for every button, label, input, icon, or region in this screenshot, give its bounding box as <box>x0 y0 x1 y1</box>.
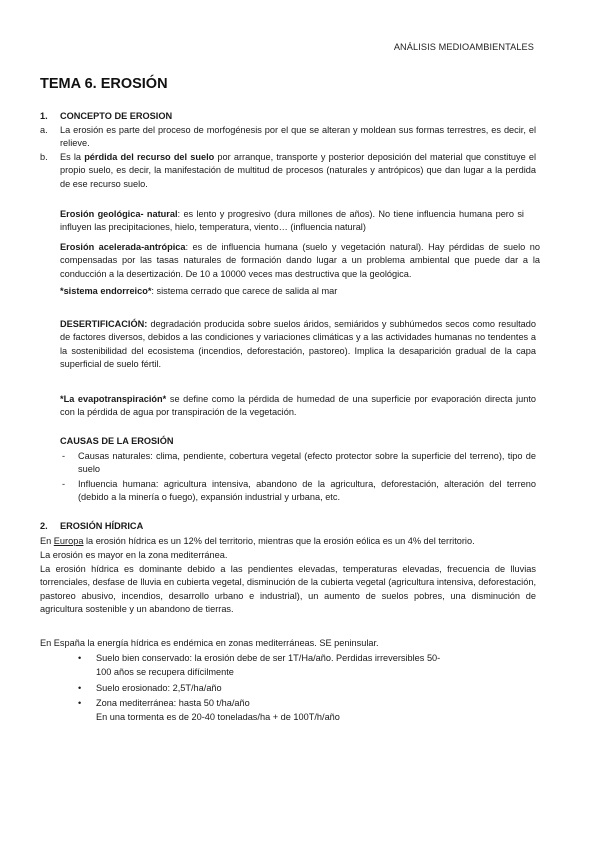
erosion-acelerada-term: Erosión acelerada-antrópica <box>60 242 186 252</box>
causa-dash-1: - <box>62 451 66 461</box>
evapotranspiracion-text: se define como la pérdida de humedad de una superficie por evaporación directa junto con la pérdida de agua por transpiración de la vegetación. <box>60 394 536 418</box>
bullet-1-line-1: Suelo bien conservado: la erosión debe de ser 1T/Ha/año. Perdidas irreversibles 50- <box>96 653 441 663</box>
europa-underlined: Europa <box>53 536 84 546</box>
endorreico-term: *sistema endorreico* <box>60 286 152 296</box>
item-b-text: por arranque, transporte y posterior deposición del material que constituye el propio suelo, es decir, la manifestación de multitud de procesos (naturales y antrópicos) que dan lugar a la perdida de ese recurso suelo. <box>60 152 536 189</box>
section-2-heading: EROSIÓN HÍDRICA <box>60 521 144 531</box>
bullet-3: • <box>78 698 82 708</box>
concept-item-a: La erosión es parte del proceso de morfogénesis por el que se alteran y moldean sus formas terrestres, es decir, el relieve. <box>60 125 536 149</box>
erosion-geologica-text: : es lento y progresivo (dura millones de años). No tiene influencia humana pero si influyen las precipitaciones, hielo, temperatura, viento… (influencia natural) <box>60 209 524 233</box>
section-2-number: 2. <box>40 521 48 531</box>
erosion-geologica-paragraph <box>60 208 524 235</box>
concept-item-b <box>60 151 536 191</box>
bullet-1: • <box>78 653 82 663</box>
causa-humana: Influencia humana: agricultura intensiva, abandono de la agricultura, deforestación, alteración del terreno (debido a la minería o fuego), expansión industrial y urbana, etc. <box>78 479 536 503</box>
tormenta-line: En una tormenta es de 20-40 toneladas/ha + de 100T/h/año <box>96 712 340 722</box>
mediterranea-line: La erosión es mayor en la zona mediterránea. <box>40 550 228 560</box>
desertificacion-text: degradación producida sobre suelos áridos, semiáridos y subhúmedos secos como resultado de factores diversos, debidos a las condiciones y variaciones climáticas y a las actividades humanas no tendentes a la sostenibilidad del ecosistema (incendios, deforestación, pastoreo). Implica la desaparición gradual de la capa superficial de suelo fértil. <box>60 319 536 369</box>
erosion-acelerada-text: : es de influencia humana (suelo y vegetación natural). Hay pérdidas de suelo no compensadas por las tasas naturales de formación dando lugar a un problema ambiental que puede dar a la conducción a la desertización. De 10 a 10000 veces mas destructiva que la geológica. <box>60 242 540 279</box>
item-b-bold-term: pérdida del recurso del suelo <box>84 152 215 162</box>
endorreico-paragraph <box>60 285 337 298</box>
section-1-number: 1. <box>40 111 48 121</box>
espana-paragraph: En España la energía hídrica es endémica en zonas mediterráneas. SE peninsular. <box>40 638 379 648</box>
erosion-acelerada-paragraph <box>60 241 540 281</box>
evapotranspiracion-term: *La evapotranspiración* <box>60 394 167 404</box>
causas-heading: CAUSAS DE LA EROSIÓN <box>60 436 174 446</box>
running-header: ANÁLISIS MEDIOAMBIENTALES <box>393 42 534 52</box>
europa-paragraph <box>40 535 475 548</box>
endorreico-text: : sistema cerrado que carece de salida al mar <box>151 286 338 296</box>
list-marker-b: b. <box>40 152 48 162</box>
erosion-hidrica-paragraph: La erosión hídrica es dominante debido a las pendientes elevadas, temperaturas elevadas, frecuencia de lluvias torrenciales, desfase de lluvia en cubierta vegetal, disminución de la cubierta vegetal (agricultura intensiva, deforestación, pastoreo abusivo, incendios, desarrollo urbano e industrial), un aumento de suelos pobres, una disminución de agricultura sostenible y un abandono de tierras. <box>40 564 536 614</box>
erosion-geologica-term: Erosión geológica- natural <box>60 209 178 219</box>
europa-prefix: En <box>40 536 54 546</box>
list-marker-a: a. <box>40 125 48 135</box>
causa-natural: Causas naturales: clima, pendiente, cobertura vegetal (efecto protector sobre la superficie del terreno), tipo de suelo <box>78 451 536 475</box>
causa-dash-2: - <box>62 479 66 489</box>
desertificacion-paragraph <box>60 318 536 371</box>
bullet-3-line-1: Zona mediterránea: hasta 50 t/ha/año <box>96 698 250 708</box>
section-1-heading: CONCEPTO DE EROSION <box>60 111 173 121</box>
bullet-1-line-2: 100 años se recupera difícilmente <box>96 667 234 677</box>
evapotranspiracion-paragraph <box>60 393 536 420</box>
bullet-2: • <box>78 683 82 693</box>
page-title: TEMA 6. EROSIÓN <box>40 76 168 92</box>
bullet-2-line-1: Suelo erosionado: 2,5T/ha/año <box>96 683 222 693</box>
europa-text: la erosión hídrica es un 12% del territorio, mientras que la erosión eólica es un 4% del territorio. <box>83 536 475 546</box>
desertificacion-term: DESERTIFICACIÓN: <box>60 319 148 329</box>
item-b-prefix: Es la <box>60 152 85 162</box>
